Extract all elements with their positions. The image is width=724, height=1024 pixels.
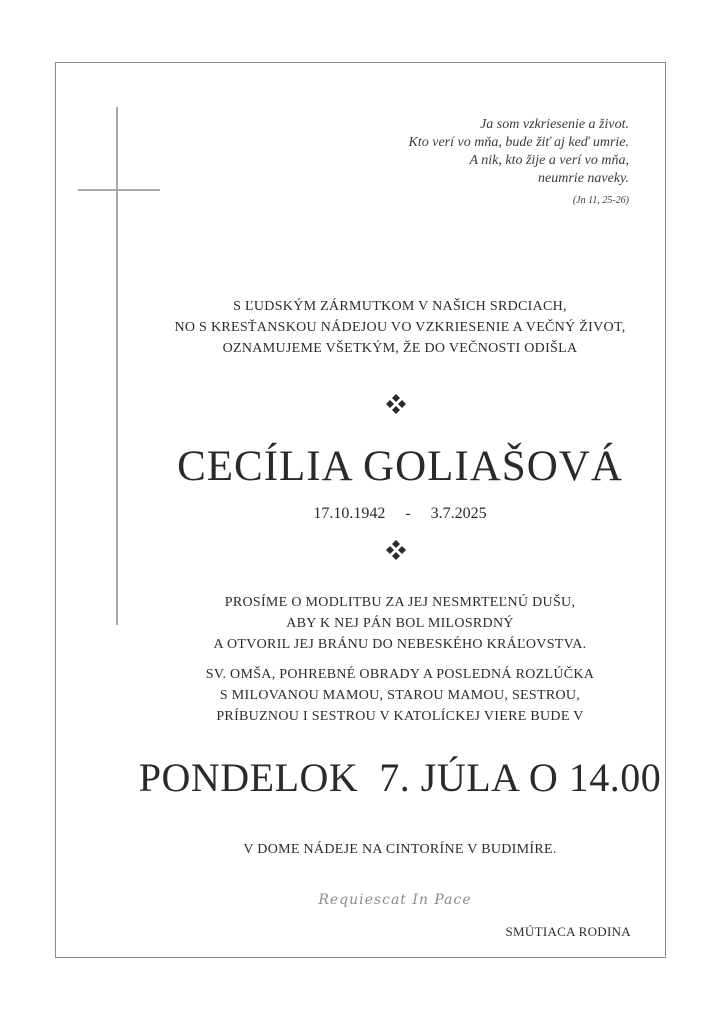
prayer-line: A OTVORIL JEJ BRÁNU DO NEBESKÉHO KRÁĽOVSTVA.	[213, 637, 587, 652]
death-date: 3.7.2025	[430, 505, 487, 522]
cross-icon-horizontal	[78, 189, 160, 191]
diamond-ornament-icon	[384, 392, 408, 416]
mass-line: SV. OMŠA, POHREBNÉ OBRADY A POSLEDNÁ ROZLÚČKA	[205, 667, 595, 682]
verse-reference: (Jn 11, 25-26)	[572, 195, 629, 206]
date-separator: -	[405, 505, 411, 522]
rip-signature: Requiescat In Pace	[318, 892, 472, 908]
life-dates	[100, 505, 700, 523]
mass-text	[100, 664, 700, 727]
verse-line: Ja som vzkriesenie a život.	[480, 117, 629, 132]
mass-line: PRÍBUZNOU I SESTROU V KATOLÍCKEJ VIERE BUDE V	[216, 709, 584, 724]
mass-line: S MILOVANOU MAMOU, STAROU MAMOU, SESTROU,	[219, 688, 581, 703]
birth-date: 17.10.1942	[313, 505, 386, 522]
family-signature: SMÚTIACA RODINA	[505, 924, 631, 939]
verse-line: Kto verí vo mňa, bude žiť aj keď umrie.	[408, 135, 629, 150]
verse-line: A nik, kto žije a verí vo mňa,	[469, 153, 629, 168]
deceased-name: CECÍLIA GOLIAŠOVÁ	[177, 443, 623, 490]
funeral-datetime: PONDELOK 7. JÚLA O 14.00	[138, 755, 662, 800]
prayer-line: ABY K NEJ PÁN BOL MILOSRDNÝ	[286, 616, 514, 631]
funeral-location: V DOME NÁDEJE NA CINTORÍNE V BUDIMÍRE.	[243, 842, 557, 857]
cross-icon-vertical	[116, 107, 118, 625]
prayer-line: PROSÍME O MODLITBU ZA JEJ NESMRTEĽNÚ DUŠU,	[224, 595, 576, 610]
diamond-ornament-icon	[384, 538, 408, 562]
prayer-text	[100, 592, 700, 655]
intro-text	[100, 296, 700, 359]
bible-verse	[299, 116, 629, 210]
intro-line: NO S KRESŤANSKOU NÁDEJOU VO VZKRIESENIE A VEČNÝ ŽIVOT,	[174, 320, 626, 335]
intro-line: OZNAMUJEME VŠETKÝM, ŽE DO VEČNOSTI ODIŠLA	[222, 341, 578, 356]
verse-line: neumrie naveky.	[538, 171, 629, 186]
intro-line: S ĽUDSKÝM ZÁRMUTKOM V NAŠICH SRDCIACH,	[233, 299, 567, 314]
